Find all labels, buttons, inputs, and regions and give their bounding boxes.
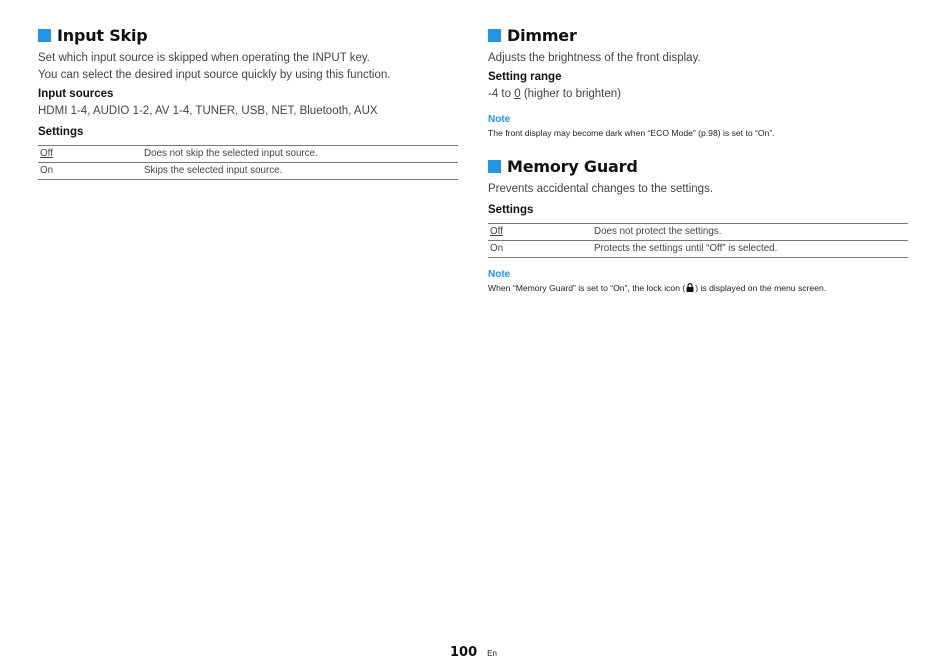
dimmer-title: Dimmer: [507, 25, 577, 45]
dimmer-note-heading: Note: [488, 114, 511, 125]
memory-guard-heading: [488, 155, 908, 177]
setting-option: Off: [488, 224, 592, 241]
dimmer-note-text: The front display may become dark when “ECO Mode” (p.98) is set to “On”.: [488, 128, 775, 138]
setting-description: Does not protect the settings.: [592, 224, 908, 241]
note-text-before: When “Memory Guard” is set to “On”, the lock icon (: [488, 283, 686, 293]
memory-guard-title: Memory Guard: [507, 156, 638, 176]
range-min: -4: [488, 88, 499, 100]
setting-option: Off: [38, 146, 142, 163]
input-skip-settings-table: [38, 145, 458, 180]
memory-guard-note-text: [488, 282, 908, 294]
input-skip-heading: [38, 24, 458, 46]
memory-guard-note-heading: Note: [488, 269, 511, 280]
note-text-after: ) is displayed on the menu screen.: [695, 283, 827, 293]
input-skip-settings-heading: Settings: [38, 126, 84, 138]
input-skip-description-2: You can select the desired input source quickly by using this function.: [38, 69, 391, 81]
section-square-icon: [488, 160, 501, 173]
table-row: [38, 163, 458, 180]
dimmer-description: Adjusts the brightness of the front display.: [488, 52, 701, 64]
page-number: 100: [450, 645, 478, 660]
page-language: En: [487, 649, 497, 658]
setting-description: Skips the selected input source.: [142, 163, 458, 180]
memory-guard-description: Prevents accidental changes to the settings.: [488, 183, 714, 195]
setting-range-value: [488, 86, 908, 103]
setting-description: Does not skip the selected input source.: [142, 146, 458, 163]
page-footer: [450, 645, 497, 660]
memory-guard-section: [488, 155, 908, 294]
section-square-icon: [488, 29, 501, 42]
input-sources-heading: Input sources: [38, 88, 114, 100]
setting-description: Protects the settings until “Off” is selected.: [592, 241, 908, 258]
setting-option: On: [488, 241, 592, 258]
dimmer-heading: [488, 24, 908, 46]
lock-icon: [686, 283, 694, 292]
dimmer-section: [488, 24, 908, 139]
memory-guard-settings-heading: Settings: [488, 204, 534, 216]
setting-range-heading: Setting range: [488, 71, 562, 83]
table-row: [38, 146, 458, 163]
right-column: [488, 24, 908, 294]
input-skip-description-1: Set which input source is skipped when operating the INPUT key.: [38, 52, 370, 64]
input-skip-section: [38, 24, 458, 180]
setting-option: On: [38, 163, 142, 180]
section-square-icon: [38, 29, 51, 42]
range-default: 0: [514, 88, 521, 100]
input-sources-list: HDMI 1-4, AUDIO 1-2, AV 1-4, TUNER, USB, NET, Bluetooth, AUX: [38, 105, 378, 117]
input-skip-title: Input Skip: [57, 25, 148, 45]
table-row: [488, 241, 908, 258]
memory-guard-settings-table: [488, 223, 908, 258]
range-to: to: [498, 88, 515, 100]
range-note: (higher to brighten): [520, 88, 621, 100]
table-row: [488, 224, 908, 241]
